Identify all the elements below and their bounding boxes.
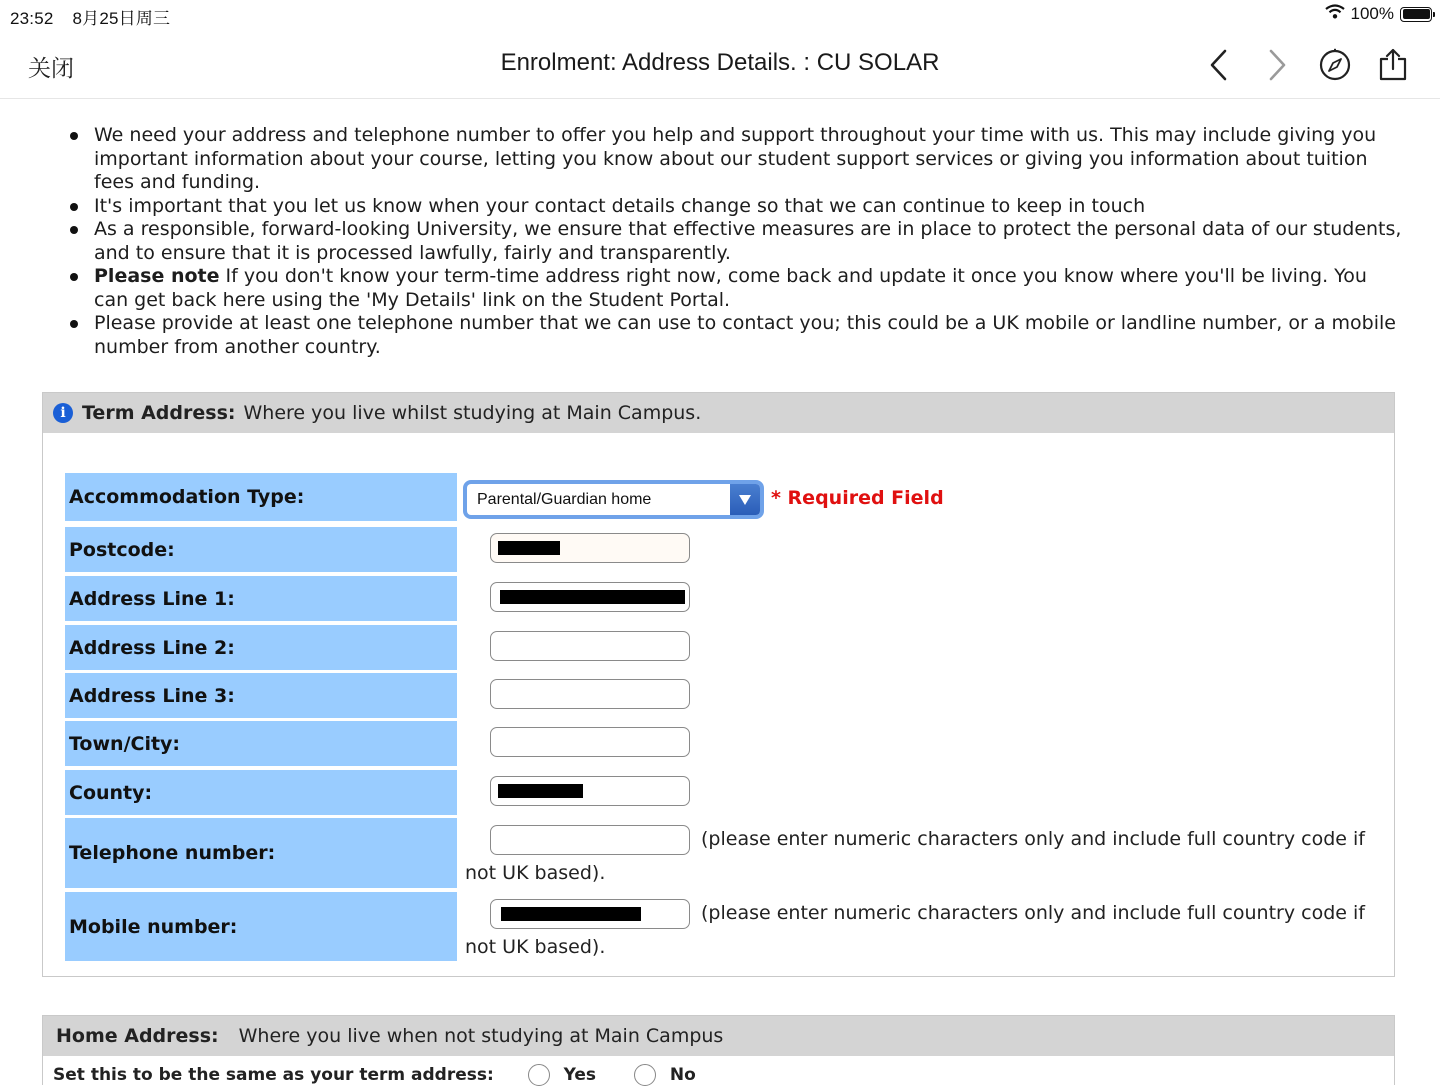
accommodation-row (65, 473, 1385, 523)
yes-radio[interactable] (528, 1064, 550, 1086)
status-date: 8月25日周三 (72, 9, 171, 28)
redacted-value (501, 907, 641, 921)
telephone-label: Telephone number: (65, 818, 457, 888)
postcode-row (65, 527, 1385, 573)
town-city-input[interactable] (490, 727, 690, 757)
no-label: No (669, 1065, 696, 1085)
list-item: We need your address and telephone number to offer you help and support throughout your time with us. This may include giving you important information about your course, letting you know about our student support services or giving you information about tuition fees and funding. (66, 124, 1406, 195)
list-item: Please provide at least one telephone number that we can use to contact you; this could be a UK mobile or landline number, or a mobile number from another country. (66, 312, 1406, 359)
address-line-2-row (65, 625, 1385, 671)
mobile-label: Mobile number: (65, 892, 457, 961)
mobile-hint-cont: not UK based). (465, 936, 606, 958)
address-line-3-row (65, 673, 1385, 719)
term-address-panel (42, 392, 1395, 977)
intro-bullet-list (66, 124, 1406, 359)
close-button[interactable]: 关闭 (28, 55, 74, 81)
battery-percent: 100% (1350, 4, 1394, 23)
info-icon: i (53, 403, 73, 423)
no-radio[interactable] (634, 1064, 656, 1086)
forward-icon[interactable] (1254, 42, 1300, 88)
county-row (65, 770, 1385, 816)
battery-icon (1400, 7, 1432, 22)
back-icon[interactable] (1196, 42, 1242, 88)
accommodation-label: Accommodation Type: (65, 473, 457, 521)
county-input[interactable] (490, 776, 690, 806)
town-city-label: Town/City: (65, 721, 457, 766)
postcode-label: Postcode: (65, 527, 457, 572)
address-line-1-row (65, 576, 1385, 622)
list-item: Please note If you don't know your term-time address right now, come back and update it once you know where you'll be living. You can get back here using the 'My Details' link on the Student Portal. (66, 265, 1406, 312)
address-line-1-label: Address Line 1: (65, 576, 457, 621)
redacted-value (500, 590, 685, 604)
term-address-header: i Term Address: Where you live whilst studying at Main Campus. (43, 393, 1394, 433)
mobile-hint: (please enter numeric characters only and include full country code if (701, 902, 1365, 924)
accommodation-type-select[interactable] (463, 480, 764, 519)
telephone-row (65, 818, 1385, 890)
mobile-row (65, 892, 1385, 964)
address-line-1-input[interactable] (490, 582, 690, 612)
wifi-icon (1325, 4, 1345, 24)
nav-icons (1184, 42, 1416, 88)
postcode-input[interactable] (490, 533, 690, 563)
required-field-note: * Required Field (771, 487, 944, 509)
mobile-input[interactable] (490, 899, 690, 929)
share-icon[interactable] (1370, 42, 1416, 88)
home-address-header: Home Address: Where you live when not studying at Main Campus (43, 1016, 1394, 1056)
chevron-down-icon (730, 484, 760, 515)
status-time: 23:52 (10, 9, 54, 28)
address-line-3-input[interactable] (490, 679, 690, 709)
same-as-term-row (53, 1064, 696, 1086)
address-line-2-input[interactable] (490, 631, 690, 661)
status-bar (0, 0, 1440, 28)
yes-label: Yes (563, 1065, 597, 1085)
accommodation-selected-value: Parental/Guardian home (477, 490, 652, 508)
browser-nav-bar (0, 28, 1440, 99)
town-city-row (65, 721, 1385, 767)
status-right (1325, 4, 1432, 24)
list-item: It's important that you let us know when your contact details change so that we can continue to keep in touch (66, 195, 1406, 219)
county-label: County: (65, 770, 457, 815)
list-item: As a responsible, forward-looking University, we ensure that effective measures are in place to protect the personal data of our students, and to ensure that it is processed lawfully, fairly and transparently. (66, 218, 1406, 265)
status-left (10, 4, 184, 29)
compass-icon[interactable] (1312, 42, 1358, 88)
redacted-value (498, 541, 560, 555)
telephone-hint: (please enter numeric characters only and include full country code if (701, 828, 1365, 850)
same-as-term-label: Set this to be the same as your term address: (53, 1065, 494, 1085)
telephone-input[interactable] (490, 825, 690, 855)
please-note-label: Please note (94, 265, 220, 287)
home-address-panel (42, 1015, 1395, 1085)
redacted-value (498, 784, 583, 798)
page-title: Enrolment: Address Details. : CU SOLAR (500, 49, 940, 76)
telephone-hint-cont: not UK based). (465, 862, 606, 884)
address-line-3-label: Address Line 3: (65, 673, 457, 718)
address-line-2-label: Address Line 2: (65, 625, 457, 670)
